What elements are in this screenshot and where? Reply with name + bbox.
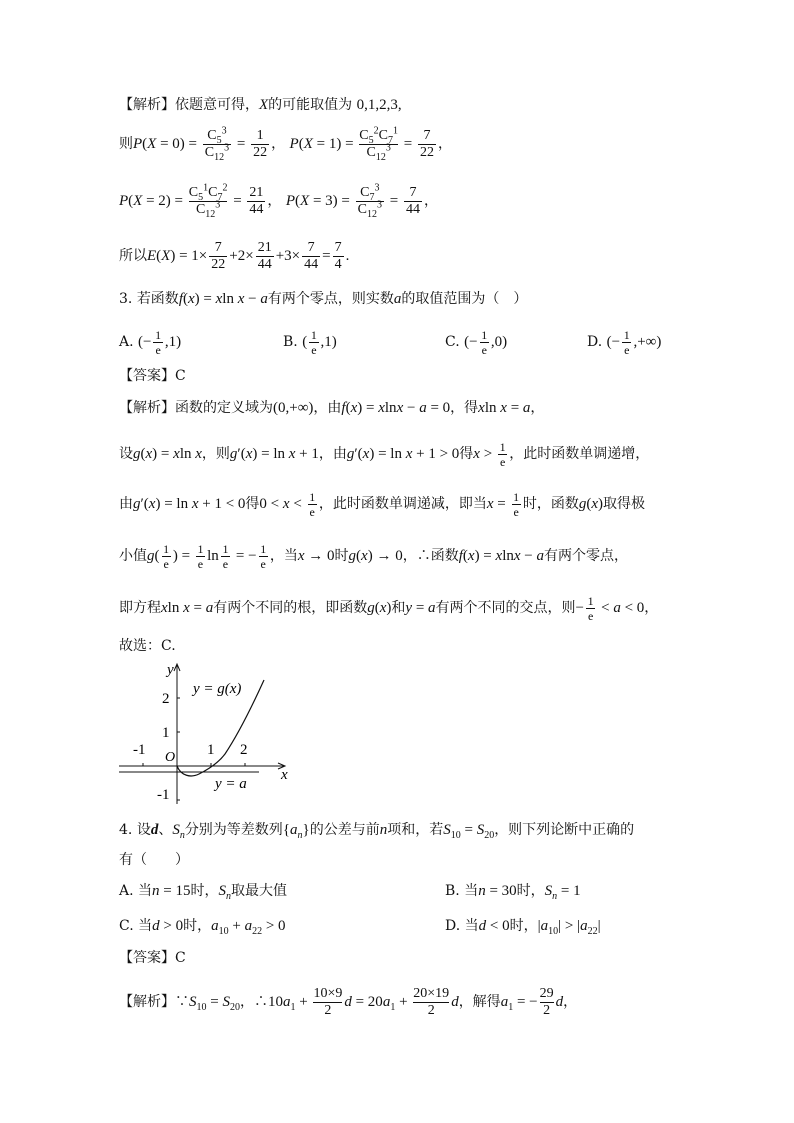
q3-text: 得 <box>245 495 260 512</box>
math-px0: P(X = 0) = $\frac{C_5^3}{C_{12}^3}$ = $\frac{1}{22}$ <box>133 125 268 163</box>
math-fx0: f(x) = xlnx − a = 0 <box>341 400 451 416</box>
q3-stem <box>119 289 527 309</box>
math-s10-s20: $S_{10} = S_{20}$ <box>443 822 495 841</box>
q4-text: 、 <box>158 822 173 838</box>
q3-text: ，由 <box>313 400 342 416</box>
q3-text: ，此时函数单调递增， <box>509 445 650 462</box>
math-gprime-neg: g′(x) = ln x + 1 < 0 <box>133 495 246 512</box>
math-fx: f(x) = xln x − a <box>178 291 268 307</box>
q3-text: 时 <box>334 547 349 564</box>
q3-text: 的取值范围为（ ） <box>401 291 528 307</box>
then-text: 则 <box>119 135 133 152</box>
q4-stem-line-2 <box>119 850 189 870</box>
option-text: 取最大值 <box>230 883 287 899</box>
y-axis-label: y <box>167 662 174 678</box>
math-g-limit: g(x) → 0 <box>348 547 403 564</box>
option-label: A. <box>119 333 134 350</box>
q4-text: 分别为等差数列 <box>184 822 283 838</box>
option-math: d > 0 <box>152 918 184 934</box>
q3-text: 【解析】函数的定义域为 <box>119 400 273 416</box>
q4-option-d[interactable] <box>445 916 601 936</box>
math-n: n <box>379 822 388 838</box>
q4-option-b[interactable] <box>445 881 581 901</box>
q3-choose <box>119 636 176 656</box>
math-gx: g(x) = xln x <box>133 445 202 462</box>
q3-solution-line-4 <box>119 542 628 571</box>
option-text: 时， <box>516 883 545 899</box>
math-X: X <box>259 97 269 113</box>
q3-option-b[interactable] <box>283 328 337 357</box>
option-math: (− $\frac{1}{e}$ ,0) <box>464 328 508 357</box>
math-x-eq: x = $\frac{1}{e}$ <box>486 490 520 519</box>
x-tick-label: -1 <box>133 742 146 758</box>
math-Sn: $S_n$ <box>172 822 185 841</box>
math-px1: P(X = 1) = $\frac{C_5^2C_7^1}{C_{12}^3}$ = $\frac{7}{22}$ <box>289 125 434 163</box>
q3-text: 有两个不同的根，即函数 <box>213 599 368 616</box>
q3-text: 有两个不同的交点，则 <box>435 599 576 616</box>
q3-text: ，∴函数 <box>402 547 459 564</box>
q3-solution-line-3 <box>119 490 645 519</box>
q3-option-a[interactable] <box>119 328 181 357</box>
math-sum-eq: $10a_1$ + $\frac{10\times 9}{2}$ $d = 20a_1$ + $\frac{20\times 19}{2}$ d <box>267 986 459 1018</box>
q3-text: ，当 <box>269 547 298 564</box>
q4-solution-line-1 <box>119 986 577 1019</box>
answer-text: 【答案】C <box>119 368 186 384</box>
q3-solution-line-2 <box>119 440 649 469</box>
q3-solution-line-1: 【解析】函数的定义域为(0,+∞)，由f(x) = xlnx − a = 0，得xln x = a， <box>119 400 545 416</box>
q3-text: ，此时函数单调递减，即当 <box>318 495 487 512</box>
math-px3: P(X = 3) = $\frac{C_7^3}{C_{12}^3}$ = $\frac{7}{44}$ <box>285 182 420 220</box>
math-gx: g(x) <box>367 599 392 616</box>
option-text: B. 当 <box>445 883 479 899</box>
q4-text: 的公差与前 <box>309 822 380 838</box>
math-gprime: g′(x) = ln x + 1 <box>229 445 319 462</box>
prev-solution-line-1 <box>119 95 402 115</box>
q3-text: 小值 <box>119 547 147 564</box>
option-math: $a_{10} + a_{22} > 0$ <box>211 918 286 937</box>
q4-text: 设 <box>136 822 151 838</box>
q3-text: 和 <box>391 599 406 616</box>
q3-option-c[interactable] <box>445 328 507 357</box>
x-tick-label: 1 <box>207 742 215 758</box>
math-y-a: y = a <box>405 599 436 616</box>
option-label: D. <box>587 333 603 350</box>
option-text: 时， <box>183 918 212 934</box>
option-label: C. <box>445 333 460 350</box>
x-axis-label: x <box>281 767 288 783</box>
option-math: $S_n = 1$ <box>544 883 581 902</box>
option-math: (− $\frac{1}{e}$ ,1) <box>138 328 182 357</box>
solution-values: 0,1,2,3, <box>356 97 402 113</box>
q3-text: 时，函数 <box>522 495 579 512</box>
math-d: d <box>150 822 159 838</box>
y-tick-label: 2 <box>162 691 170 707</box>
option-text: D. 当 <box>445 918 479 934</box>
prev-solution-line-4 <box>119 240 349 273</box>
q3-text: 得 <box>459 445 474 462</box>
math-gprime-pos: g′(x) = ln x + 1 > 0 <box>346 445 460 462</box>
q4-number: 4. <box>119 822 133 838</box>
curve-label: y = g(x) <box>193 681 242 697</box>
q3-text: ，由 <box>318 445 347 462</box>
math-a: a <box>393 291 402 307</box>
option-text: C. 当 <box>119 918 153 934</box>
q4-text: 有（ ） <box>119 852 189 868</box>
math-x-range: 0 < x < $\frac{1}{e}$ <box>259 490 316 519</box>
math-a1: $a_1$ = − $\frac{29}{2}$ d <box>500 986 564 1018</box>
x-tick-label: 2 <box>240 742 248 758</box>
option-text: 时， <box>190 883 219 899</box>
math-domain: (0,+∞) <box>273 400 314 416</box>
math-gx: g(x) <box>578 495 603 512</box>
prev-solution-line-2: 则P(X = 0) = $\frac{C_5^3}{C_{12}^3}$ = $\frac{1}{22}$ ， P(X = 1) = $\frac{C_5^2C_7^1}{C_{12}^3}$ = $\frac{7}{22}$ ， <box>119 125 452 163</box>
q4-text: ，则下列论断中正确的 <box>494 822 635 838</box>
option-math: n = 15 <box>152 883 191 899</box>
q4-option-a[interactable] <box>119 881 287 901</box>
q3-text: 取得极 <box>603 495 645 512</box>
q3-option-d[interactable] <box>587 328 661 357</box>
math-result: − $\frac{1}{e}$ < a < 0 <box>575 594 645 623</box>
q4-text: 项和，若 <box>387 822 444 838</box>
math-equation: xln x = a <box>161 599 214 616</box>
q4-text: ，∴ <box>239 993 268 1010</box>
y-tick-label: -1 <box>157 787 170 803</box>
math-x-gt: x > $\frac{1}{e}$ <box>473 440 506 469</box>
y-tick-label: 1 <box>162 725 170 741</box>
q3-text: ，则 <box>201 445 230 462</box>
q3-text: 即方程 <box>119 599 161 616</box>
q3-text: 有两个零点，则实数 <box>267 291 394 307</box>
origin-label: O <box>165 750 176 765</box>
math-fx: f(x) = xlnx − a <box>458 547 545 564</box>
math-xlnx-a: xln x = a <box>478 400 531 416</box>
option-math: (− $\frac{1}{e}$ ,+∞) <box>606 328 662 357</box>
q3-answer <box>119 366 186 386</box>
option-label: B. <box>283 333 298 350</box>
option-math: $|a_{10}| > |a_{22}|$ <box>537 918 601 937</box>
q3-text: ，得 <box>450 400 479 416</box>
math-s10-s20: $S_{10} = S_{20}$ <box>189 993 240 1013</box>
q4-text: ，解得 <box>458 993 501 1010</box>
option-math: ( $\frac{1}{e}$ ,1) <box>302 328 337 357</box>
solution-text: 的可能取值为 <box>268 97 353 113</box>
q3-text: 若函数 <box>136 291 179 307</box>
q4-stem-line-1 <box>119 820 634 840</box>
solution-lead: 【解析】依题意可得， <box>119 97 259 113</box>
line-label: y = a <box>215 776 247 792</box>
prev-solution-line-3: P(X = 2) = $\frac{C_5^1C_7^2}{C_{12}^3}$ = $\frac{21}{44}$ ， P(X = 3) = $\frac{C_7^3}{C_{12}^3}$ = $\frac{7}{44}$ ， <box>119 182 438 220</box>
math-an: $\{a_n\}$ <box>282 822 310 841</box>
option-math: d < 0 <box>478 918 510 934</box>
math-min-value: g( $\frac{1}{e}$ ) = $\frac{1}{e}$ ln $\frac{1}{e}$ = − $\frac{1}{e}$ <box>147 542 267 571</box>
q3-number: 3. <box>119 291 133 307</box>
q3-solution-line-5: 即方程xln x = a有两个不同的根，即函数g(x)和y = a有两个不同的交点，则− $\frac{1}{e}$ < a < 0， <box>119 594 659 623</box>
q4-text: ， <box>563 993 578 1010</box>
math-limit: x → 0 <box>297 547 335 564</box>
answer-text: 【答案】C <box>119 950 186 966</box>
option-text: 时， <box>509 918 538 934</box>
q4-option-c[interactable] <box>119 916 286 936</box>
q3-text: 由 <box>119 495 133 512</box>
math-px2: P(X = 2) = $\frac{C_5^1C_7^2}{C_{12}^3}$ = $\frac{21}{44}$ <box>119 182 264 220</box>
function-graph <box>119 658 299 806</box>
so-text: 所以 <box>119 247 147 264</box>
math-expectation: E(X) = 1× $\frac{7}{22}$ +2× $\frac{21}{44}$ +3× $\frac{7}{44}$ = $\frac{7}{4}$ . <box>147 240 350 272</box>
option-math: n = 30 <box>478 883 517 899</box>
q3-text: 设 <box>119 445 133 462</box>
q4-text: 【解析】∵ <box>119 993 189 1010</box>
option-text: A. 当 <box>119 883 153 899</box>
choose-text: 故选：C. <box>119 638 176 654</box>
q4-answer <box>119 948 186 968</box>
q3-text: 有两个零点， <box>544 547 629 564</box>
option-math: $S_n$ <box>218 883 231 902</box>
